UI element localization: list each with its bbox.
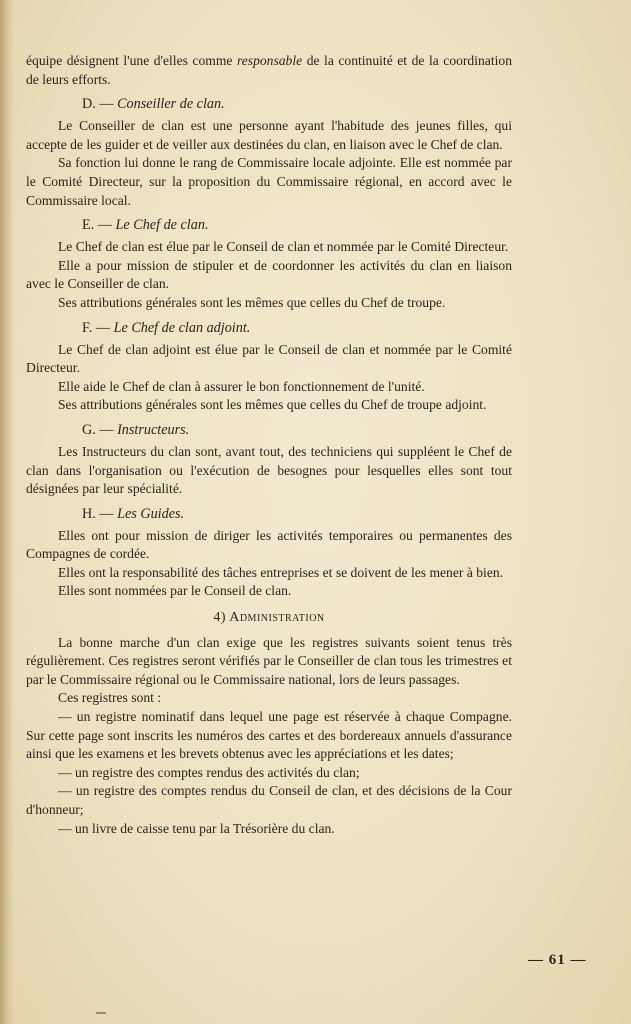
section-heading-e [26,216,512,235]
paragraph: Le Conseiller de clan est une personne ayant l'habitude des jeunes filles, qui accepte de les guider et de veiller aux destinées du clan, en liaison avec le Chef de clan. [26,118,512,152]
page-spine-shadow [0,0,14,1024]
section-letter: E. — [82,217,116,234]
paragraph: Ses attributions générales sont les mêmes que celles du Chef de troupe. [58,294,446,310]
paragraph: Le Chef de clan est élue par le Conseil de clan et nommée par le Comité Directeur. [58,239,509,255]
paragraph: La bonne marche d'un clan exige que les registres suivants soient tenus très régulièrement. Ces registres seront vérifiés par le Conseiller de clan tous les trimestres et par le Commissaire régional ou le Commissaire national, lors de leurs passages. [26,634,512,687]
section-heading-d [26,95,512,114]
print-mark [96,1012,106,1014]
paragraph: Elle aide le Chef de clan à assurer le bon fonctionnement de l'unité. [58,378,425,394]
page-number: — 61 — [528,952,587,968]
section-letter: D. — [82,96,118,113]
paragraph: Elles ont pour mission de diriger les activités temporaires ou permanentes des Compagnes de cordée. [26,527,512,562]
intro-emphasis: responsable [236,53,303,68]
paragraph: Elles ont la responsabilité des tâches entreprises et se doivent de les mener à bien. [58,564,504,580]
administration-heading: 4) Administration [213,610,325,626]
intro-paragraph [26,52,512,89]
list-item: — un livre de caisse tenu par la Trésorière du clan. [58,820,335,836]
section-letter: F. — [82,319,114,336]
list-item: — un registre nominatif dans lequel une page est réservée à chaque Compagne. Sur cette page sont inscrits les numéros des cartes et des bordereaux annuels d'assurance ainsi que les examens et les brevets obtenus avec les appréciations et les dates; [26,709,512,762]
section-title: Le Chef de clan adjoint. [113,319,251,336]
paragraph: Le Chef de clan adjoint est élue par le Conseil de clan et nommée par le Comité Directeur. [26,341,512,376]
list-item: — un registre des comptes rendus des activités du clan; [58,764,360,780]
section-title: Conseiller de clan. [117,96,225,113]
paragraph: Ses attributions générales sont les mêmes que celles du Chef de troupe adjoint. [58,397,487,413]
paragraph: Elle a pour mission de stipuler et de coordonner les activités du clan en liaison avec le Conseiller de clan. [26,257,512,292]
section-heading-h [26,505,512,524]
paragraph: Les Instructeurs du clan sont, avant tout, des techniciens qui suppléent le Chef de clan dans l'organisation ou l'exécution de besognes pour lesquelles elles sont tout désignées par leur spécialité. [26,443,512,497]
paragraph: Ces registres sont : [58,690,162,706]
section-letter: G. — [82,421,118,438]
section-title: Instructeurs. [117,421,190,438]
section-title: Le Chef de clan. [115,217,209,234]
intro-text-start: équipe désignent l'une d'elles comme [26,53,237,68]
section-heading-f [26,319,512,338]
paragraph: Elles sont nommées par le Conseil de clan. [58,583,292,599]
intro-text-end: de la continuité et de la coordination de leurs efforts. [26,53,512,87]
page-text-body [26,52,512,838]
section-title: Les Guides. [117,505,185,522]
paragraph: Sa fonction lui donne le rang de Commissaire locale adjointe. Elle est nommée par le Comité Directeur, sur la proposition du Commissaire régional, en accord avec le Commissaire local. [26,155,512,208]
section-heading-g [26,421,512,440]
section-letter: H. — [82,505,118,522]
list-item: — un registre des comptes rendus du Conseil de clan, et des décisions de la Cour d'honneur; [26,783,512,817]
